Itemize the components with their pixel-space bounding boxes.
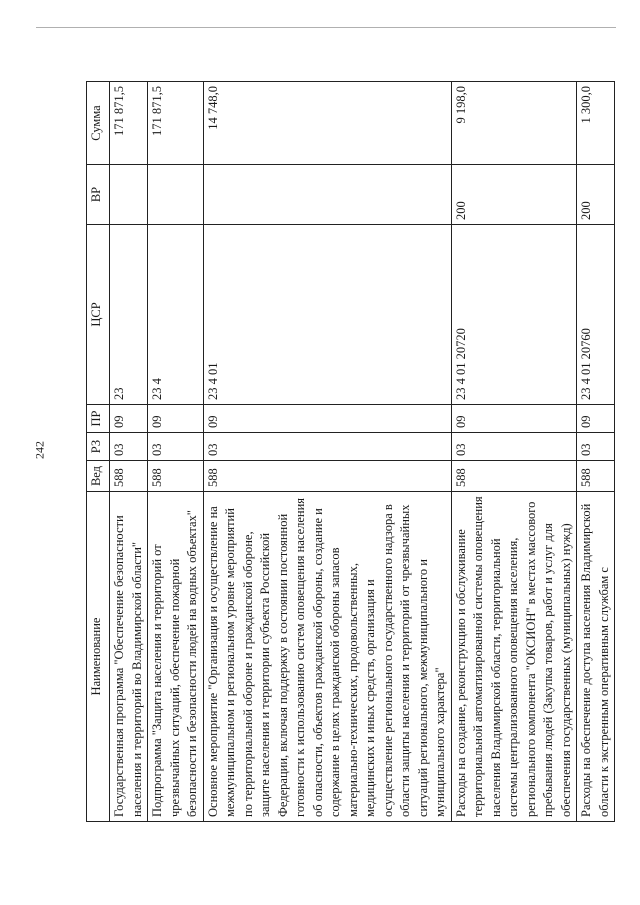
budget-table [86,81,615,822]
cell-pr: 09 [451,405,577,433]
table-wrapper [86,82,611,822]
cell-pr: 09 [110,405,148,433]
header-row [87,82,110,822]
table-row [110,82,148,822]
cell-rz: 03 [203,433,451,461]
page-number: 242 [32,441,47,459]
cell-sum: 171 871,5 [110,82,148,165]
cell-csr: 23 4 01 20760 [577,225,615,405]
rotated-table-area [86,82,611,822]
cell-name: Расходы на обеспечение доступа населения Владимирской области к экстренным оперативным службам с [577,492,615,822]
header-ved: Вед [87,461,110,492]
cell-csr: 23 4 01 [203,225,451,405]
cell-ved: 588 [203,461,451,492]
header-sum: Сумма [87,82,110,165]
cell-rz: 03 [577,433,615,461]
cell-ved: 588 [451,461,577,492]
cell-csr: 23 4 01 20720 [451,225,577,405]
cell-vr: 200 [451,165,577,225]
table-row [451,82,577,822]
cell-pr: 09 [148,405,204,433]
cell-vr [110,165,148,225]
cell-rz: 03 [451,433,577,461]
cell-name: Государственная программа "Обеспечение безопасности населения и территорий во Владимирской области" [110,492,148,822]
cell-pr: 09 [203,405,451,433]
table-row [148,82,204,822]
header-rz: РЗ [87,433,110,461]
cell-pr: 09 [577,405,615,433]
cell-name: Основное мероприятие "Организация и осуществление на межмуниципальном и региональном уровне мероприятий по территориальной обороне и гражданской обороне, защите населения и территории субъекта Российской Федерации, включая поддержку в состоянии постоянной готовности к использованию систем оповещения населения об опасности, объектов гражданской обороны, создание и содержание в целях гражданской обороны запасов материально-технических, продовольственных, медицинских и иных средств, организация и осуществление регионального государственного надзора в области защиты населения и территорий от чрезвычайных ситуаций регионального, межмуниципального и муниципального характера" [203,492,451,822]
cell-vr: 200 [577,165,615,225]
cell-sum: 14 748,0 [203,82,451,165]
cell-ved: 588 [148,461,204,492]
cell-ved: 588 [110,461,148,492]
header-vr: ВР [87,165,110,225]
cell-csr: 23 [110,225,148,405]
cell-sum: 171 871,5 [148,82,204,165]
cell-name: Подпрограмма "Защита населения и территорий от чрезвычайных ситуаций, обеспечение пожарной безопасности и безопасности людей на водных объектах" [148,492,204,822]
header-name: Наименование [87,492,110,822]
cell-sum: 1 300,0 [577,82,615,165]
cell-rz: 03 [110,433,148,461]
table-row [203,82,451,822]
header-csr: ЦСР [87,225,110,405]
cell-vr [203,165,451,225]
cell-rz: 03 [148,433,204,461]
cell-sum: 9 198,0 [451,82,577,165]
cell-ved: 588 [577,461,615,492]
top-border-line [36,27,616,28]
cell-vr [148,165,204,225]
cell-name: Расходы на создание, реконструкцию и обслуживание территориальной автоматизированной системы оповещения населения Владимирской области, территориальной системы централизованного оповещения населения, регионального компонента "ОКСИОН" в местах массового пребывания людей (Закупка товаров, работ и услуг для обеспечения государственных (муниципальных) нужд) [451,492,577,822]
header-pr: ПР [87,405,110,433]
table-row [577,82,615,822]
cell-csr: 23 4 [148,225,204,405]
